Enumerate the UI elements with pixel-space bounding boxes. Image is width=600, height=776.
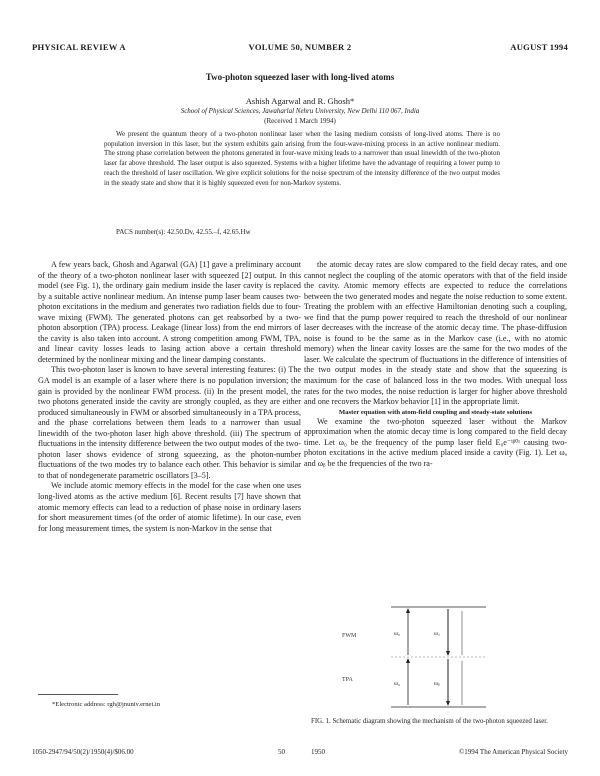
copyright: ©1994 The American Physical Society [458,748,568,756]
received-date: (Received 1 March 1994) [264,117,336,125]
author-affiliation: School of Physical Sciences, Jawaharlal Nehru University, New Delhi 110 067, India [180,107,420,115]
label-omega-a: ωₐ [434,631,440,637]
article-title: Two-photon squeezed laser with long-lived atoms [205,72,395,82]
article-authors: Ashish Agarwal and R. Ghosh* [245,96,355,106]
footnote: *Electronic address: rgh@jnuniv.ernet.in [52,701,161,708]
paragraph: This two-photon laser is known to have several interesting features: (i) The GA model is an example of a laser where there is no population inversion; the gain is provided by the nonlinear FWM process. (ii) In the present model, the two photons generated inside the cavity are strongly coupled, as they are either produced simultaneously in FWM or absorbed simultaneously in a TPA process, and the phase correlations between them leads to a narrower than usual linewidth of the two-photon laser high above threshold. (iii) The spectrum of fluctuations in the intensity difference between the two output modes of the two-photon laser shows evidence of strong squeezing, as the photon-number fluctuations of the two modes try to balance each other. This behavior is similar to that of nondegenerate parametric oscillators [3–5]. [38,365,301,480]
running-header [32,42,568,54]
body-column-right [304,260,567,469]
figure-1-diagram [336,597,536,717]
arrowhead [406,608,410,613]
issue-date: AUGUST 1994 [510,42,568,52]
volume-number: VOLUME 50, NUMBER 2 [248,42,352,52]
label-omega-0-upper: ω₀ [394,631,401,637]
label-omega-b: ωᵦ [434,681,440,687]
pacs-numbers: PACS number(s): 42.50.Dv, 42.55.–f, 42.65.Hw [116,228,251,236]
label-tpa: TPA [342,677,353,683]
section-heading: Master equation with atom-field coupling and steady-state solutions [338,408,533,416]
label-omega-0-lower: ω₀ [394,681,401,687]
journal-name: PHYSICAL REVIEW A [32,42,126,52]
abstract: We present the quantum theory of a two-photon nonlinear laser when the lasing medium consists of long-lived atoms. There is no population inversion in this laser, but the system exhibits gain arising from the four-wave-mixing process in an active nonlinear medium. The strong phase correlation between the photons generated in four-wave mixing leads to a narrower than usual linewidth of the two-photon laser far above threshold. The laser output is also squeezed. Systems with a higher lifetime have the advantage of requiring a lower pump to reach the threshold of laser oscillation. We give explicit solutions for the noise spectrum of the intensity difference of the two output modes in the steady state and show that it is highly squeezed even for non-Markov systems. [104,130,500,187]
arrowhead [406,658,410,663]
paragraph: We include atomic memory effects in the model for the case when one uses long-lived atoms as the active medium [6]. Recent results [7] have shown that atomic memory effects can lead to a reduction of phase noise in ordinary lasers for short measurement times (of the order of atomic lifetime). In our case, even for long measurement times, the system is non-Markov in the sense that [38,481,301,533]
figure-caption: FIG. 1. Schematic diagram showing the mechanism of the two-photon squeezed laser. [311,718,548,725]
paragraph: the atomic decay rates are slow compared to the field decay rates, and one cannot neglect the coupling of the atomic operators with that of the field inside the cavity. Atomic memory effects are expected to reduce the correlations between the two generated modes and negate the noise reduction to some extent. Treating the problem with an effective Hamiltonian denoting such a coupling, we find that the pump power required to reach the threshold of our nonlinear laser decreases with the increase of the atomic decay time. The phase-diffusion noise is found to be the same as in the Markov case (i.e., with no atomic memory) when the linear cavity losses are the same for the two modes of the laser. We calculate the spectrum of fluctuations in the difference of intensities of the two output modes in the steady state and show that the squeezing is maximum for the case of balanced loss in the two modes. With unequal loss rates for the two modes, the noise reduction is larger for higher above threshold and one recovers the Markov behavior [1] in the appropriate limit. [304,260,567,407]
body-column-left [38,260,301,534]
footnote-rule [38,694,118,695]
page-number: 1950 [311,748,325,756]
footer-volume: 50 [278,748,285,756]
label-fwm: FWM [342,633,357,639]
paragraph: We examine the two-photon squeezed laser without the Markov approximation when the atomic decay time is long compared to the field decay time. Let ω₀ be the frequency of the pump laser field E₀e⁻ⁱᵝ⁰ᵗ causing two-photon excitations in the active medium placed inside a cavity (Fig. 1). Let ωₐ and ωᵦ be the frequencies of the two ra- [304,416,567,468]
arrowhead [446,701,450,706]
paragraph: A few years back, Ghosh and Agarwal (GA) [1] gave a preliminary account of the theory of a two-photon nonlinear laser with squeezed [2] output. In this model (see Fig. 1), the ordinary gain medium inside the laser cavity is replaced by a suitable active nonlinear medium. An intense pump laser beam causes two-photon excitations in the medium and generates two radiation fields due to four-wave mixing (FWM). The generated photons can get reabsorbed by a two-photon absorption (TPA) process. Leakage (linear loss) from the end mirrors of the cavity is also taken into account. A strong competition among FWM, TPA, and linear cavity losses leads to lasing action above a certain threshold determined by the nonlinear mixing and the linear damping constants. [38,260,301,364]
arrowhead [446,651,450,656]
article-code: 1050-2947/94/50(2)/1950(4)/$06.00 [32,748,134,756]
page-footer [32,748,568,758]
